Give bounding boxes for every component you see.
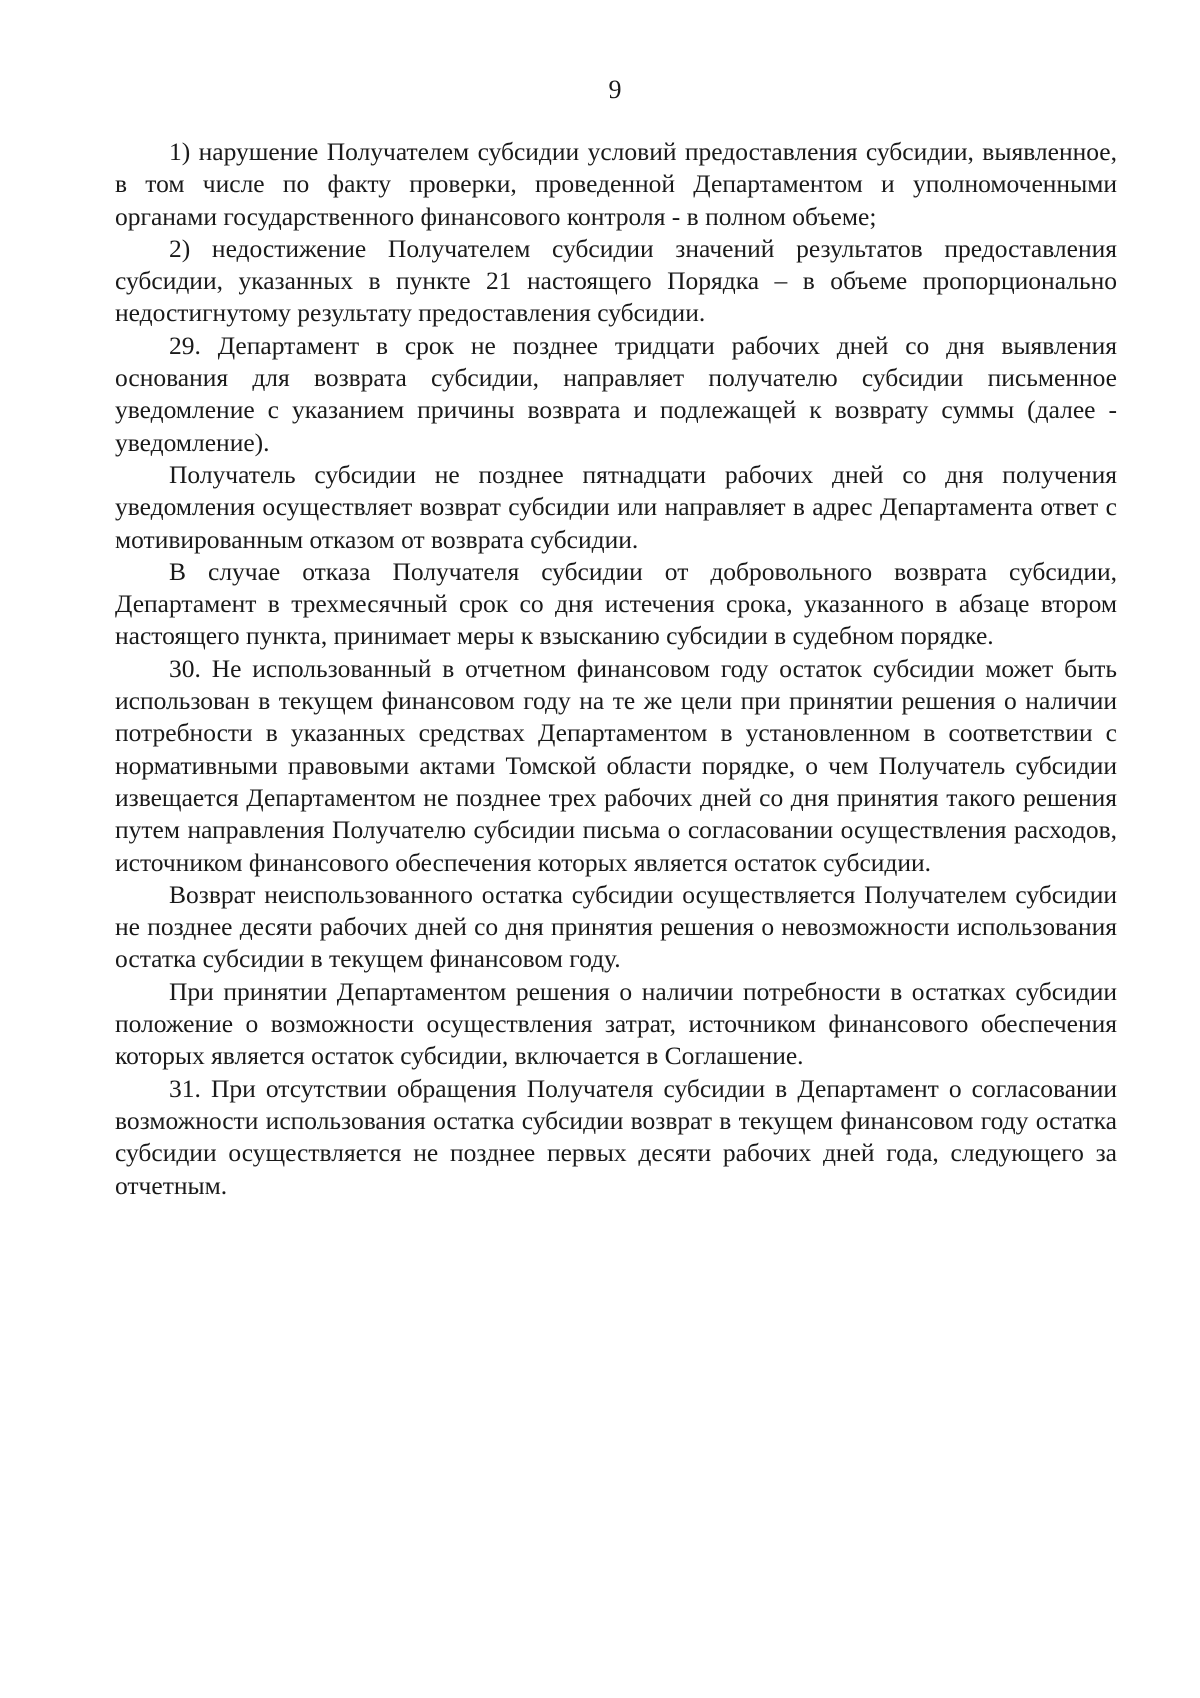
page-number: 9	[608, 75, 622, 104]
paragraph-1: 1) нарушение Получателем субсидии условий предоставления субсидии, выявленное, в том числе по факту проверки, проведенной Департаментом и уполномоченными органами государственного финансового контроля - в полном объеме;	[115, 137, 1117, 231]
paragraph-6: 30. Не использованный в отчетном финансовом году остаток субсидии может быть использован в текущем финансовом году на те же цели при принятии решения о наличии потребности в указанных средствах Департаментом в установленном в соответствии с нормативными правовыми актами Томской области порядке, о чем Получатель субсидии извещается Департаментом не позднее трех рабочих дней со дня принятия такого решения путем направления Получателю субсидии письма о согласовании осуществления расходов, источником финансового обеспечения которых является остаток субсидии.	[115, 653, 1117, 877]
paragraph-9: 31. При отсутствии обращения Получателя субсидии в Департамент о согласовании возможности использования остатка субсидии возврат в текущем финансовом году остатка субсидии осуществляется не позднее первых десяти рабочих дней года, следующего за отчетным.	[115, 1073, 1117, 1200]
paragraph-4: Получатель субсидии не позднее пятнадцати рабочих дней со дня получения уведомления осуществляет возврат субсидии или направляет в адрес Департамента ответ с мотивированным отказом от возврата субсидии.	[115, 459, 1117, 554]
paragraph-5: В случае отказа Получателя субсидии от добровольного возврата субсидии, Департамент в трехмесячный срок со дня истечения срока, указанного в абзаце втором настоящего пункта, принимает меры к взысканию субсидии в судебном порядке.	[115, 556, 1117, 651]
paragraph-8: При принятии Департаментом решения о наличии потребности в остатках субсидии положение о возможности осуществления затрат, источником финансового обеспечения которых является остаток субсидии, включается в Соглашение.	[115, 976, 1117, 1071]
paragraph-2: 2) недостижение Получателем субсидии значений результатов предоставления субсидии, указанных в пункте 21 настоящего Порядка – в объеме пропорционально недостигнутому результату предоставления субсидии.	[115, 233, 1117, 328]
paragraph-3: 29. Департамент в срок не позднее тридцати рабочих дней со дня выявления основания для возврата субсидии, направляет получателю субсидии письменное уведомление с указанием причины возврата и подлежащей к возврату суммы (далее - уведомление).	[115, 330, 1117, 457]
document-body	[115, 136, 1117, 1202]
paragraph-7: Возврат неиспользованного остатка субсидии осуществляется Получателем субсидии не позднее десяти рабочих дней со дня принятия решения о невозможности использования остатка субсидии в текущем финансовом году.	[115, 879, 1117, 974]
